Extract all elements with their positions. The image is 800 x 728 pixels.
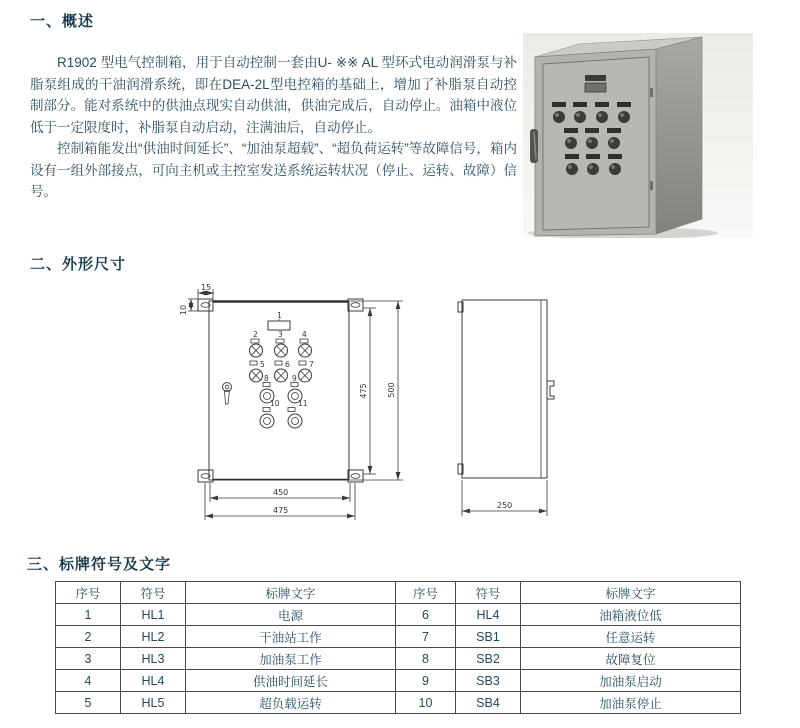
lamp-row-1 [250, 330, 312, 357]
overview-paragraph-2: 控制箱能发出“供油时间延长”、“加油泵超载”、“超负荷运转”等故障信号，箱内设有一组外部接点，可向主机或主控室发送系统运转状况（停止、运转、故障）信号。 [30, 141, 517, 199]
col-header-index-right: 序号 [396, 582, 456, 604]
legend-row [56, 626, 741, 648]
cell-label: 故障复位 [521, 648, 741, 670]
side-handle [547, 381, 554, 399]
svg-text:4: 4 [302, 330, 307, 339]
door-hinge-bottom [650, 181, 653, 190]
product-photo [523, 33, 753, 238]
cell-symbol: HL1 [121, 604, 186, 626]
front-handle [223, 383, 232, 405]
mounting-tabs [198, 299, 363, 482]
cell-index: 6 [396, 604, 456, 626]
col-header-label-left: 标牌文字 [186, 582, 396, 604]
svg-text:475: 475 [273, 506, 289, 515]
cell-index: 9 [396, 670, 456, 692]
cell-symbol: SB2 [456, 648, 521, 670]
col-header-symbol-right: 符号 [456, 582, 521, 604]
svg-text:1: 1 [277, 311, 282, 320]
cell-label: 加油泵工作 [186, 648, 396, 670]
svg-text:3: 3 [278, 330, 283, 339]
col-header-label-right: 标牌文字 [521, 582, 741, 604]
section-heading-overview: 一、概述 [30, 13, 95, 30]
cell-symbol: HL4 [456, 604, 521, 626]
cell-symbol: HL4 [121, 670, 186, 692]
door-hinge-top [650, 88, 653, 97]
name-plate [585, 83, 606, 92]
svg-text:475: 475 [359, 383, 368, 399]
col-header-symbol-left: 符号 [121, 582, 186, 604]
cell-index: 10 [396, 692, 456, 714]
cell-index: 8 [396, 648, 456, 670]
svg-text:7: 7 [309, 360, 314, 369]
svg-text:5: 5 [260, 360, 265, 369]
legend-row [56, 648, 741, 670]
legend-row [56, 692, 741, 714]
cell-label: 加油泵启动 [521, 670, 741, 692]
col-header-index-left: 序号 [56, 582, 121, 604]
section-heading-dimensions: 二、外形尺寸 [30, 256, 127, 273]
cell-index: 4 [56, 670, 121, 692]
overview-paragraph-1: R1902 型电气控制箱，用于自动控制一套由U- ※※ AL 型环式电动润滑泵与补脂泵组成的干油润滑系统，即在DEA-2L型电控箱的基础上，增加了补脂泵自动控制部分。能对系统中的供油点现实自动供油，供油完成后，自动停止。油箱中液位低于一定限度时，补脂泵自动启动，注满油后，自动停止。 [30, 55, 517, 135]
cell-index: 3 [56, 648, 121, 670]
legend-table [55, 581, 741, 714]
cell-label: 供油时间延长 [186, 670, 396, 692]
cell-label: 任意运转 [521, 626, 741, 648]
svg-text:11: 11 [298, 399, 308, 408]
cell-index: 2 [56, 626, 121, 648]
svg-text:9: 9 [292, 374, 297, 383]
cell-label: 干油站工作 [186, 626, 396, 648]
legend-row [56, 604, 741, 626]
cell-symbol: HL3 [121, 648, 186, 670]
overview-paragraphs [30, 52, 517, 203]
svg-text:500: 500 [387, 382, 396, 398]
legend-row [56, 670, 741, 692]
svg-text:8: 8 [264, 374, 269, 383]
svg-text:2: 2 [253, 330, 258, 339]
front-view [198, 299, 363, 482]
name-plate-top [585, 75, 606, 81]
svg-text:15: 15 [201, 283, 212, 292]
cell-symbol: HL2 [121, 626, 186, 648]
cell-symbol: SB3 [456, 670, 521, 692]
button-row-1 [260, 374, 302, 403]
dimension-drawing [170, 278, 600, 573]
cell-index: 1 [56, 604, 121, 626]
cell-index: 5 [56, 692, 121, 714]
section-heading-legend: 三、标牌符号及文字 [27, 556, 172, 573]
lamp-row-2 [250, 360, 315, 382]
cell-symbol: HL5 [121, 692, 186, 714]
cabinet-side-face [656, 37, 702, 234]
cell-symbol: SB4 [456, 692, 521, 714]
legend-header-row [56, 582, 741, 604]
cell-label: 超负载运转 [186, 692, 396, 714]
svg-text:250: 250 [497, 501, 513, 510]
cell-label: 油箱液位低 [521, 604, 741, 626]
cell-symbol: SB1 [456, 626, 521, 648]
svg-text:10: 10 [270, 399, 280, 408]
side-view [458, 300, 554, 516]
cell-label: 电源 [186, 604, 396, 626]
svg-text:6: 6 [285, 360, 290, 369]
svg-text:10: 10 [179, 304, 188, 316]
svg-text:450: 450 [273, 488, 289, 497]
cell-label: 加油泵停止 [521, 692, 741, 714]
cell-index: 7 [396, 626, 456, 648]
